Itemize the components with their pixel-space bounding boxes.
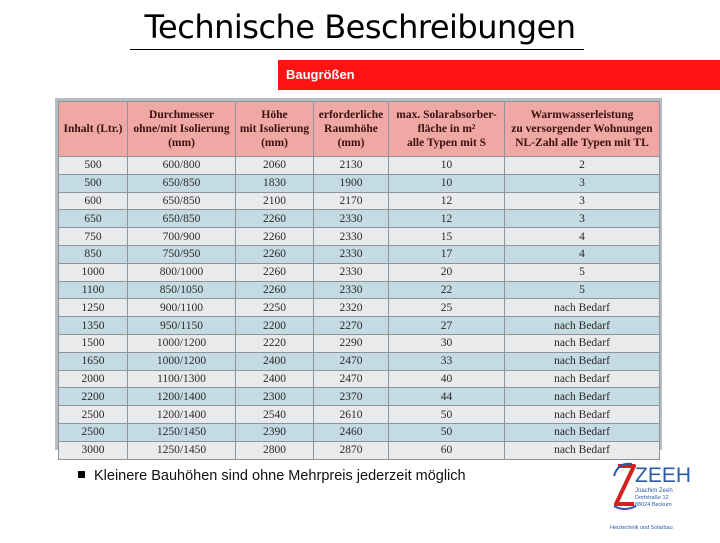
table-cell: 1350 <box>59 317 128 335</box>
table-cell: 4 <box>505 245 660 263</box>
column-header-line: (mm) <box>337 137 365 149</box>
table-cell: 50 <box>389 423 505 441</box>
table-cell: 44 <box>389 388 505 406</box>
column-header-2 <box>128 102 236 157</box>
table-cell: 1200/1400 <box>128 388 236 406</box>
table-cell: 1000/1200 <box>128 334 236 352</box>
column-header-line: Höhe <box>261 109 288 121</box>
table-cell: 2330 <box>314 263 389 281</box>
table-cell: 25 <box>389 299 505 317</box>
table-cell: 1900 <box>314 174 389 192</box>
table-cell: 17 <box>389 245 505 263</box>
table-cell: 50 <box>389 406 505 424</box>
table-cell: 2330 <box>314 245 389 263</box>
table-row <box>59 192 660 210</box>
table-cell: 2400 <box>236 352 314 370</box>
table-cell: nach Bedarf <box>505 299 660 317</box>
table-cell: 15 <box>389 228 505 246</box>
table-cell: 22 <box>389 281 505 299</box>
table-row <box>59 281 660 299</box>
table-cell: 2060 <box>236 157 314 175</box>
table-cell: 4 <box>505 228 660 246</box>
table-cell: 950/1150 <box>128 317 236 335</box>
table-cell: 1100 <box>59 281 128 299</box>
table-cell: nach Bedarf <box>505 388 660 406</box>
table-cell: 5 <box>505 281 660 299</box>
table-cell: 1500 <box>59 334 128 352</box>
section-bar <box>278 60 720 90</box>
column-header-6 <box>505 102 660 157</box>
column-header-line: alle Typen mit S <box>406 137 487 149</box>
table-cell: nach Bedarf <box>505 423 660 441</box>
table-cell: 2200 <box>59 388 128 406</box>
table-cell: nach Bedarf <box>505 334 660 352</box>
table-cell: 2330 <box>314 281 389 299</box>
table-row <box>59 352 660 370</box>
dimensions-table <box>58 101 660 460</box>
table-cell: 2370 <box>314 388 389 406</box>
table-cell: nach Bedarf <box>505 370 660 388</box>
table-body <box>59 157 660 460</box>
table-frame <box>55 98 662 457</box>
table-cell: 40 <box>389 370 505 388</box>
logo-name: ZEEH <box>635 464 692 487</box>
table-cell: 2470 <box>314 370 389 388</box>
table-cell: 650/850 <box>128 192 236 210</box>
table-cell: 2270 <box>314 317 389 335</box>
table-cell: nach Bedarf <box>505 441 660 459</box>
table-cell: 27 <box>389 317 505 335</box>
table-cell: 650 <box>59 210 128 228</box>
table-cell: 2500 <box>59 423 128 441</box>
table-cell: 650/850 <box>128 210 236 228</box>
table-cell: 2250 <box>236 299 314 317</box>
note-text: Kleinere Bauhöhen sind ohne Mehrpreis jederzeit möglich <box>94 468 466 484</box>
table-cell: 12 <box>389 210 505 228</box>
column-header-line: Warmwasserleistung <box>530 109 634 121</box>
table-cell: 3 <box>505 210 660 228</box>
table-cell: 2610 <box>314 406 389 424</box>
table-cell: 2470 <box>314 352 389 370</box>
column-header-3 <box>236 102 314 157</box>
table-cell: 1000/1200 <box>128 352 236 370</box>
table-cell: nach Bedarf <box>505 352 660 370</box>
table-cell: 500 <box>59 157 128 175</box>
column-header-line: Inhalt (Ltr.) <box>63 123 123 135</box>
table-cell: 2460 <box>314 423 389 441</box>
table-cell: 2200 <box>236 317 314 335</box>
table-row <box>59 334 660 352</box>
table-cell: 1200/1400 <box>128 406 236 424</box>
table-cell: 2500 <box>59 406 128 424</box>
table-cell: 33 <box>389 352 505 370</box>
column-header-line: (mm) <box>261 137 288 149</box>
table-cell: 3 <box>505 192 660 210</box>
column-header-line: max. Solarabsorber- <box>396 109 497 121</box>
column-header-5 <box>389 102 505 157</box>
column-header-4 <box>314 102 389 157</box>
table-cell: 2390 <box>236 423 314 441</box>
column-header-line: fläche in m² <box>417 123 476 135</box>
table-cell: 5 <box>505 263 660 281</box>
table-cell: 2320 <box>314 299 389 317</box>
table-cell: 2100 <box>236 192 314 210</box>
table-cell: 2170 <box>314 192 389 210</box>
table-cell: 900/1100 <box>128 299 236 317</box>
column-header-line: ohne/mit Isolierung <box>133 123 230 135</box>
table-cell: 1250/1450 <box>128 423 236 441</box>
table-cell: 12 <box>389 192 505 210</box>
table-row <box>59 370 660 388</box>
table-row <box>59 317 660 335</box>
column-header-line: mit Isolierung <box>239 123 310 135</box>
table-cell: 2260 <box>236 281 314 299</box>
logo-tagline: Heiztechnik und Solarbau <box>610 525 673 531</box>
table-cell: 2300 <box>236 388 314 406</box>
note-bullet <box>78 468 466 484</box>
table-row <box>59 441 660 459</box>
table-cell: 60 <box>389 441 505 459</box>
table-cell: 2220 <box>236 334 314 352</box>
column-header-1 <box>59 102 128 157</box>
column-header-line: Raumhöhe <box>324 123 378 135</box>
column-header-line: erforderliche <box>318 109 384 121</box>
table-row <box>59 299 660 317</box>
column-header-line: NL-Zahl alle Typen mit TL <box>515 137 649 149</box>
table-cell: 10 <box>389 174 505 192</box>
table-row <box>59 210 660 228</box>
table-cell: 2130 <box>314 157 389 175</box>
table-cell: 800/1000 <box>128 263 236 281</box>
table-cell: 850/1050 <box>128 281 236 299</box>
table-cell: 10 <box>389 157 505 175</box>
table-cell: 700/900 <box>128 228 236 246</box>
table-cell: 650/850 <box>128 174 236 192</box>
table-cell: 2330 <box>314 210 389 228</box>
table-cell: 500 <box>59 174 128 192</box>
table-header-row <box>59 102 660 157</box>
table-cell: 2000 <box>59 370 128 388</box>
table-cell: 20 <box>389 263 505 281</box>
table-cell: 3000 <box>59 441 128 459</box>
table-row <box>59 245 660 263</box>
table-cell: 2290 <box>314 334 389 352</box>
table-cell: 1250 <box>59 299 128 317</box>
table-cell: 600/800 <box>128 157 236 175</box>
logo-line3: 88024 Beckum <box>635 502 672 508</box>
table-cell: 2260 <box>236 245 314 263</box>
table-row <box>59 406 660 424</box>
zeeh-logo-icon <box>608 460 716 538</box>
table-row <box>59 157 660 175</box>
table-cell: 1650 <box>59 352 128 370</box>
table-cell: 2260 <box>236 210 314 228</box>
table-cell: 2260 <box>236 228 314 246</box>
table-cell: 2260 <box>236 263 314 281</box>
page-title: Technische Beschreibungen <box>144 8 576 46</box>
title-underline <box>130 49 584 50</box>
table-cell: 2 <box>505 157 660 175</box>
table-cell: 2330 <box>314 228 389 246</box>
table-cell: 600 <box>59 192 128 210</box>
table-cell: 750/950 <box>128 245 236 263</box>
table-cell: 2540 <box>236 406 314 424</box>
column-header-line: zu versorgender Wohnungen <box>511 123 653 135</box>
column-header-line: (mm) <box>168 137 195 149</box>
table-cell: 1000 <box>59 263 128 281</box>
table-cell: nach Bedarf <box>505 406 660 424</box>
table-cell: 3 <box>505 174 660 192</box>
column-header-line: Durchmesser <box>149 109 214 121</box>
table-cell: 2800 <box>236 441 314 459</box>
table-cell: 1830 <box>236 174 314 192</box>
table-cell: 30 <box>389 334 505 352</box>
logo-line1: Joachim Zeeh <box>635 488 673 494</box>
table-cell: 850 <box>59 245 128 263</box>
table-row <box>59 388 660 406</box>
bullet-square-icon <box>78 471 85 478</box>
table-cell: 1100/1300 <box>128 370 236 388</box>
table-row <box>59 174 660 192</box>
section-label: Baugrößen <box>286 67 355 82</box>
table-cell: 1250/1450 <box>128 441 236 459</box>
table-cell: 2870 <box>314 441 389 459</box>
table-row <box>59 423 660 441</box>
company-logo <box>608 460 716 538</box>
logo-line2: Dorfstraße 12 <box>635 495 669 501</box>
table-cell: 2400 <box>236 370 314 388</box>
table-cell: 750 <box>59 228 128 246</box>
table-row <box>59 228 660 246</box>
table-row <box>59 263 660 281</box>
table-cell: nach Bedarf <box>505 317 660 335</box>
